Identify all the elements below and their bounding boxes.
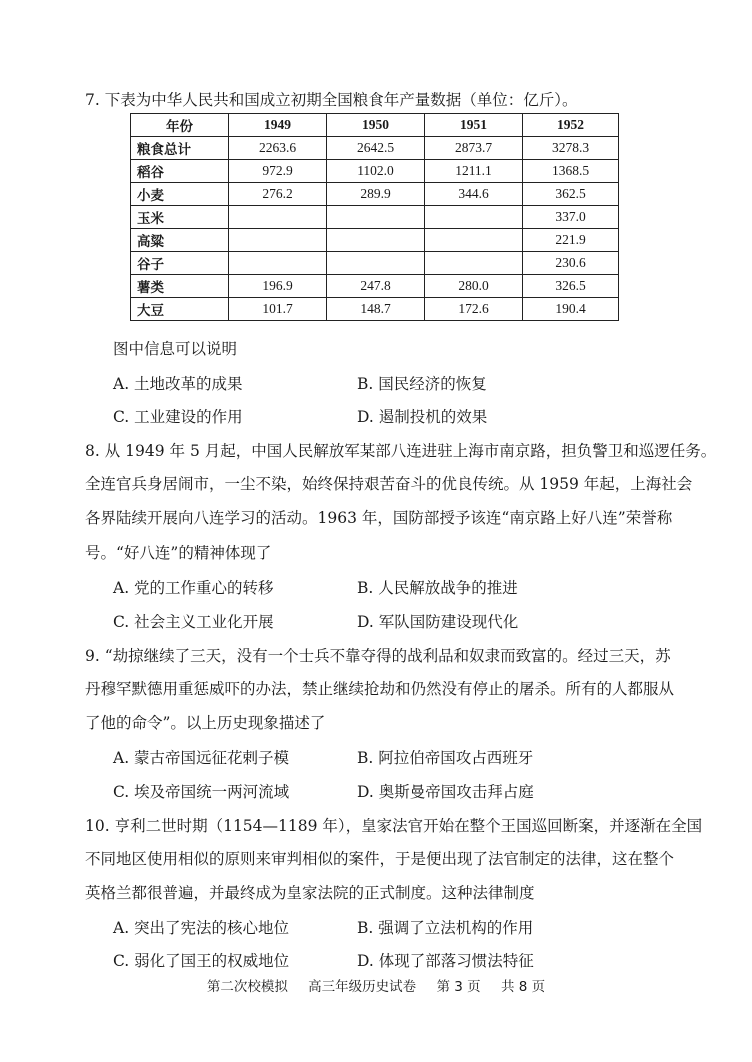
table-row	[131, 183, 619, 206]
q10-option-a[interactable]: A. 突出了宪法的核心地位	[113, 919, 290, 937]
table-cell	[327, 206, 425, 229]
q8-stem-line: 8. 从 1949 年 5 月起，中国人民解放军某部八连进驻上海市南京路，担负警卫和巡逻任务。	[85, 442, 717, 460]
q9-option-c[interactable]: C. 埃及帝国统一两河流域	[113, 783, 290, 801]
table-row-label: 小麦	[131, 183, 229, 206]
q8-stem-line: 号。“好八连”的精神体现了	[85, 544, 272, 562]
table-cell	[229, 229, 327, 252]
table-cell: 2642.5	[327, 137, 425, 160]
table-row-label: 粮食总计	[131, 137, 229, 160]
footer-subject: 高三年级历史试卷	[308, 979, 417, 995]
q8-option-a[interactable]: A. 党的工作重心的转移	[113, 579, 274, 597]
table-header-cell: 年份	[131, 114, 229, 137]
q9-option-a[interactable]: A. 蒙古帝国远征花剌子模	[113, 749, 290, 767]
table-row	[131, 206, 619, 229]
table-row	[131, 298, 619, 321]
table-cell: 362.5	[523, 183, 619, 206]
table-cell: 190.4	[523, 298, 619, 321]
table-header-cell: 1951	[425, 114, 523, 137]
q9-stem-line: 丹穆罕默德用重惩威吓的办法，禁止继续抢劫和仍然没有停止的屠杀。所有的人都服从	[85, 680, 675, 698]
q8-stem-line: 各界陆续开展向八连学习的活动。1963 年，国防部授予该连“南京路上好八连”荣誉称	[85, 509, 673, 527]
table-cell: 1102.0	[327, 160, 425, 183]
table-header-cell: 1952	[523, 114, 619, 137]
table-cell: 230.6	[523, 252, 619, 275]
table-header-cell: 1950	[327, 114, 425, 137]
table-cell: 326.5	[523, 275, 619, 298]
table-row-label: 稻谷	[131, 160, 229, 183]
table-header-cell: 1949	[229, 114, 327, 137]
q9-option-b[interactable]: B. 阿拉伯帝国攻占西班牙	[357, 749, 534, 767]
q9-option-d[interactable]: D. 奥斯曼帝国攻击拜占庭	[357, 783, 534, 801]
table-cell	[327, 229, 425, 252]
table-cell: 196.9	[229, 275, 327, 298]
table-row-label: 谷子	[131, 252, 229, 275]
table-row	[131, 229, 619, 252]
table-cell: 148.7	[327, 298, 425, 321]
q7-option-d[interactable]: D. 遏制投机的效果	[357, 408, 488, 426]
table-cell	[425, 229, 523, 252]
q9-stem-line: 9. “劫掠继续了三天，没有一个士兵不靠夺得的战利品和奴隶而致富的。经过三天，苏	[85, 647, 671, 665]
page-footer	[0, 975, 752, 995]
table-cell: 221.9	[523, 229, 619, 252]
q10-option-d[interactable]: D. 体现了部落习惯法特征	[357, 952, 534, 970]
table-cell: 172.6	[425, 298, 523, 321]
footer-total-pages: 共 8 页	[500, 979, 546, 995]
table-cell: 1368.5	[523, 160, 619, 183]
table-cell: 280.0	[425, 275, 523, 298]
table-cell	[229, 252, 327, 275]
table-row-label: 薯类	[131, 275, 229, 298]
table-cell: 337.0	[523, 206, 619, 229]
q7-option-a[interactable]: A. 土地改革的成果	[113, 375, 243, 393]
grain-output-table	[130, 113, 619, 321]
table-row-label: 玉米	[131, 206, 229, 229]
table-cell: 3278.3	[523, 137, 619, 160]
table-cell: 276.2	[229, 183, 327, 206]
table-cell	[425, 206, 523, 229]
table-row	[131, 275, 619, 298]
q8-option-c[interactable]: C. 社会主义工业化开展	[113, 613, 274, 631]
q7-option-c[interactable]: C. 工业建设的作用	[113, 408, 243, 426]
table-row-label: 高粱	[131, 229, 229, 252]
q10-option-c[interactable]: C. 弱化了国王的权威地位	[113, 952, 290, 970]
table-cell: 2263.6	[229, 137, 327, 160]
q10-stem-line: 英格兰都很普遍，并最终成为皇家法院的正式制度。这种法律制度	[85, 884, 535, 902]
q7-option-b[interactable]: B. 国民经济的恢复	[357, 375, 487, 393]
q8-option-d[interactable]: D. 军队国防建设现代化	[357, 613, 519, 631]
q8-stem-line: 全连官兵身居闹市，一尘不染，始终保持艰苦奋斗的优良传统。从 1959 年起，上海社会	[85, 475, 693, 493]
table-cell	[327, 252, 425, 275]
table-cell: 2873.7	[425, 137, 523, 160]
q9-stem-line: 了他的命令”。以上历史现象描述了	[85, 714, 326, 732]
table-header-row	[131, 114, 619, 137]
table-cell: 247.8	[327, 275, 425, 298]
table-row	[131, 137, 619, 160]
table-cell	[425, 252, 523, 275]
table-row-label: 大豆	[131, 298, 229, 321]
q10-option-b[interactable]: B. 强调了立法机构的作用	[357, 919, 534, 937]
q10-stem-line: 不同地区使用相似的原则来审判相似的案件，于是便出现了法官制定的法律，这在整个	[85, 850, 675, 868]
table-cell	[229, 206, 327, 229]
q7-stem: 7. 下表为中华人民共和国成立初期全国粮食年产量数据（单位：亿斤）。	[85, 91, 578, 109]
footer-page-number: 第 3 页	[436, 979, 481, 995]
q7-prompt: 图中信息可以说明	[113, 340, 238, 358]
q10-stem-line: 10. 亨利二世时期（1154—1189 年），皇家法官开始在整个王国巡回断案，并逐渐在全国	[85, 817, 703, 835]
table-cell: 101.7	[229, 298, 327, 321]
q8-option-b[interactable]: B. 人民解放战争的推进	[357, 579, 518, 597]
table-row	[131, 252, 619, 275]
table-cell: 344.6	[425, 183, 523, 206]
table-row	[131, 160, 619, 183]
table-cell: 289.9	[327, 183, 425, 206]
footer-exam-name: 第二次校模拟	[206, 979, 288, 995]
table-cell: 1211.1	[425, 160, 523, 183]
table-cell: 972.9	[229, 160, 327, 183]
